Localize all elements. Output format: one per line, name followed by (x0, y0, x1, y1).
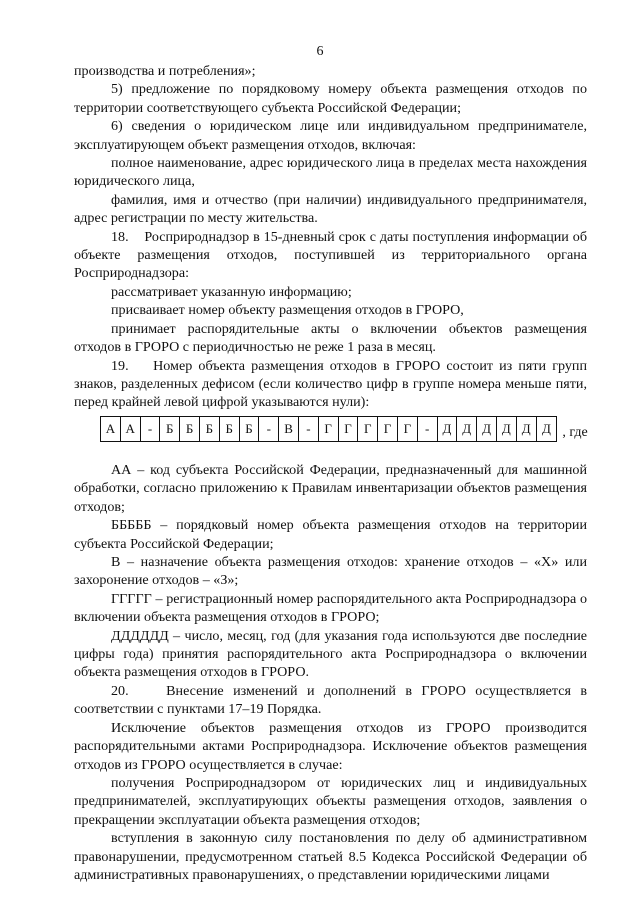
paragraph: 6) сведения о юридическом лице или индивидуальном предпринимателе, эксплуатирующем объект размещения отходов, включая: (74, 118, 587, 153)
paragraph: полное наименование, адрес юридического лица в пределах места нахождения юридического лица, (74, 155, 587, 190)
paragraph: БББББ – порядковый номер объекта размещения отходов на территории субъекта Российской Федерации; (74, 517, 587, 552)
registry-number-cell: Г (339, 417, 359, 441)
registry-number-cell: Д (497, 417, 517, 441)
registry-number-cell: Д (477, 417, 497, 441)
registry-number-format (100, 416, 588, 442)
registry-number-cell: Б (160, 417, 180, 441)
registry-number-cell: Д (457, 417, 477, 441)
paragraph: ГГГГГ – регистрационный номер распорядительного акта Росприроднадзора о включении объекта размещения отходов в ГРОРО; (74, 590, 587, 626)
registry-number-cell: В (279, 417, 299, 441)
registry-number-cell: Б (220, 417, 240, 441)
registry-number-cell: - (141, 417, 161, 441)
paragraph: АА – код субъекта Российской Федерации, предназначенный для машинной обработки, согласно приложению к Правилам инвентаризации объектов размещения отходов; (74, 462, 587, 515)
paragraph: 19. Номер объекта размещения отходов в ГРОРО состоит из пяти групп знаков, разделенных дефисом (если количество цифр в группе номера меньше пяти, перед крайней левой цифрой указываются нули): (74, 357, 587, 411)
paragraph: 18. Росприроднадзор в 15-дневный срок с даты поступления информации об объекте размещения отходов, поступившей из территориального органа Росприроднадзора: (74, 228, 587, 282)
paragraph: производства и потребления»; (74, 63, 256, 79)
page-number: 6 (316, 44, 324, 59)
paragraph: 20. Внесение изменений и дополнений в ГРОРО осуществляется в соответствии с пунктами 17–19 Порядка. (74, 682, 587, 718)
registry-number-cell: Д (438, 417, 458, 441)
registry-number-cell: А (101, 417, 121, 441)
registry-number-cell: - (418, 417, 438, 441)
paragraph: получения Росприроднадзором от юридических лиц и индивидуальных предпринимателей, эксплуатирующих объекты размещения отходов, заявления о прекращении эксплуатации объекта размещения отходов; (74, 774, 587, 828)
paragraph: ДДДДДД – число, месяц, год (для указания года используются две последние цифры года) принятия распорядительного акта Росприроднадзора о включении объекта размещения отходов в ГРОРО. (74, 627, 587, 681)
paragraph: 5) предложение по порядковому номеру объекта размещения отходов по территории соответствующего субъекта Российской Федерации; (74, 81, 587, 116)
registry-number-cell: Б (180, 417, 200, 441)
text-block-bottom (74, 461, 587, 884)
registry-number-cell: - (299, 417, 319, 441)
registry-number-cell: - (259, 417, 279, 441)
paragraph: вступления в законную силу постановления по делу об административном правонарушении, предусмотренном статьей 8.5 Кодекса Российской Федерации об административных правонарушениях, о представлении юридическими лицами (74, 830, 587, 883)
paragraph: присваивает номер объекту размещения отходов в ГРОРО, (111, 302, 464, 319)
registry-number-boxes (100, 416, 557, 442)
text-block-top (74, 62, 587, 412)
paragraph: рассматривает указанную информацию; (111, 283, 352, 300)
registry-number-cell: Б (240, 417, 260, 441)
paragraph: Исключение объектов размещения отходов из ГРОРО производится распорядительными актами Росприроднадзора. Исключение объектов размещения отходов из ГРОРО осуществляется в случае: (74, 719, 587, 773)
paragraph: фамилия, имя и отчество (при наличии) индивидуального предпринимателя, адрес регистрации по месту жительства. (74, 191, 587, 227)
registry-number-cell: Д (517, 417, 537, 441)
registry-number-cell: Г (358, 417, 378, 441)
registry-number-cell: Б (200, 417, 220, 441)
registry-number-cell: Д (541, 421, 551, 436)
registry-number-suffix: , где (562, 425, 588, 440)
paragraph: принимает распорядительные акты о включении объектов размещения отходов в ГРОРО с периодичностью не реже 1 раза в месяц. (74, 320, 587, 356)
registry-number-cell: Г (378, 417, 398, 441)
registry-number-cell: Г (319, 417, 339, 441)
registry-number-cell: А (121, 417, 141, 441)
paragraph: В – назначение объекта размещения отходов: хранение отходов – «Х» или захоронение отходов – «З»; (74, 554, 587, 589)
registry-number-cell: Г (398, 417, 418, 441)
